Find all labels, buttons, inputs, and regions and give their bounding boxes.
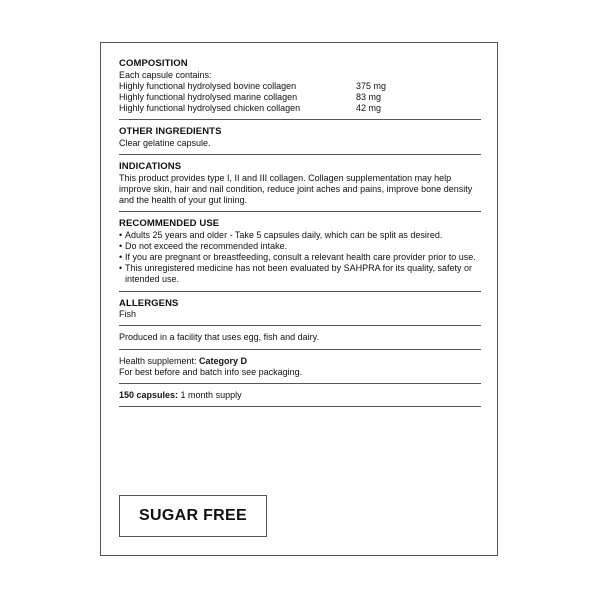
facility-note: Produced in a facility that uses egg, fish and dairy. [119,332,319,343]
section-divider [119,325,481,326]
indications-section [119,161,481,206]
section-divider [119,291,481,292]
ingredient-amount: 375 mg [356,80,387,91]
ingredient-name: Highly functional hydrolysed bovine collagen [119,80,297,91]
indications-heading: INDICATIONS [119,161,182,173]
composition-section [119,58,481,114]
other-ingredients-heading: OTHER INGREDIENTS [119,126,222,138]
allergens-text: Fish [119,309,137,320]
other-ingredients-section [119,126,481,149]
usage-bullet-text: Adults 25 years and older - Take 5 capsules daily, which can be split as desired. [125,229,443,240]
allergens-section [119,298,481,321]
usage-bullet-text: This unregistered medicine has not been evaluated by SAHPRA for its quality, safety or intended use. [125,263,473,285]
other-ingredients-text: Clear gelatine capsule. [119,137,211,148]
composition-row [119,92,481,103]
capsule-count: 150 capsules: [119,389,179,400]
indications-text: This product provides type I, II and III collagen. Collagen supplementation may help improve skin, hair and nail condition, reduce joint aches and pains, improve bone density and the health of your gut lining. [119,172,473,205]
ingredient-name: Highly functional hydrolysed marine collagen [119,91,298,102]
composition-heading: COMPOSITION [119,58,188,69]
recommended-use-section [119,218,481,286]
composition-row [119,103,481,114]
sugar-free-text: SUGAR FREE [139,507,247,524]
ingredient-amount: 42 mg [356,103,382,114]
supply-line [119,390,481,401]
usage-bullet [119,241,481,252]
supply-section [119,390,481,401]
allergens-heading: ALLERGENS [119,297,179,309]
usage-bullet-text: Do not exceed the recommended intake. [125,240,288,251]
bullet-icon: • [119,252,123,263]
supplement-label-panel [100,42,498,556]
recommended-use-heading: RECOMMENDED USE [119,218,220,230]
health-supplement-line [119,356,481,367]
supply-duration: 1 month supply [178,389,242,400]
composition-intro: Each capsule contains: [119,69,212,80]
sugar-free-badge [119,495,267,537]
health-supplement-prefix: Health supplement: [119,355,200,366]
composition-row [119,81,481,92]
bullet-icon: • [119,240,123,251]
section-divider [119,154,481,155]
usage-bullet [119,230,481,241]
section-divider [119,119,481,120]
bullet-icon: • [119,263,123,274]
health-supplement-category: Category D [199,355,248,366]
label-content [119,58,481,413]
bullet-icon: • [119,229,123,240]
usage-bullet-text: If you are pregnant or breastfeeding, consult a relevant health care provider prior to use. [125,252,476,263]
usage-bullet [119,263,481,285]
health-supplement-section [119,356,481,378]
batch-info-note: For best before and batch info see packaging. [119,366,303,377]
usage-bullet [119,252,481,263]
ingredient-amount: 83 mg [356,91,382,102]
section-divider [119,211,481,212]
section-divider [119,349,481,350]
section-divider [119,383,481,384]
facility-section [119,332,481,343]
section-divider [119,406,481,407]
ingredient-name: Highly functional hydrolysed chicken collagen [119,103,301,114]
